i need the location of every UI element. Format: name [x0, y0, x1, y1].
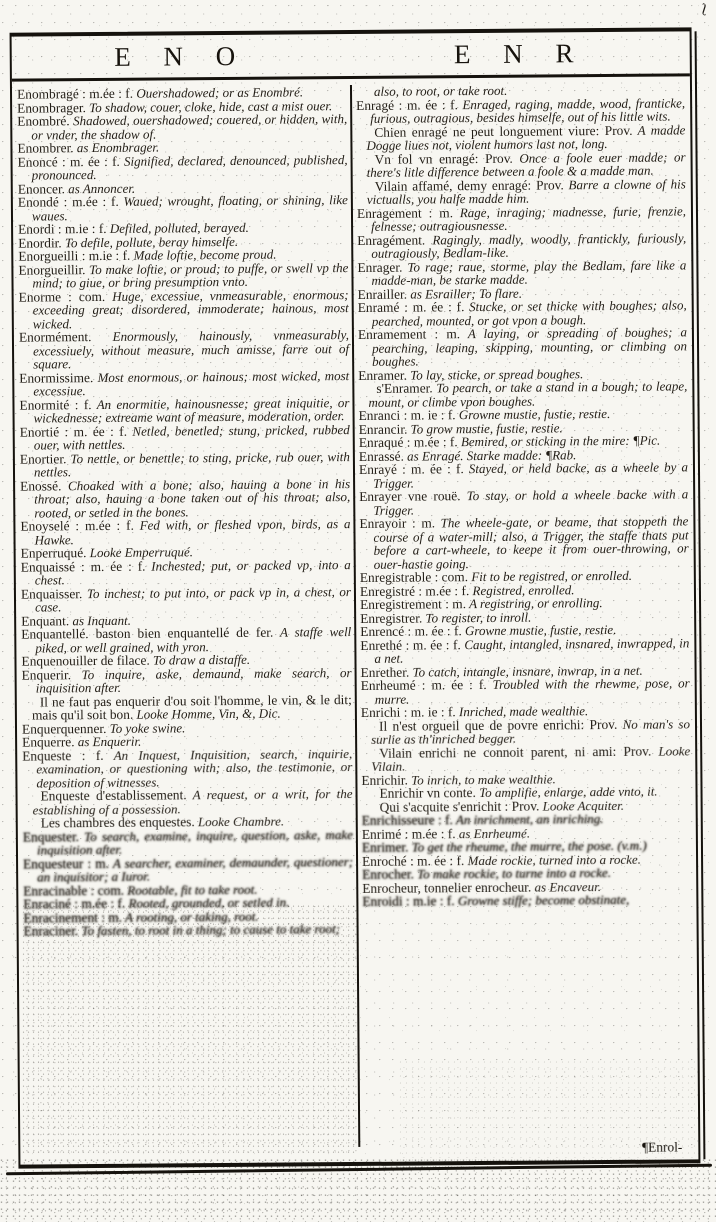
entry-headword: Enquerquenner. — [21, 720, 107, 737]
entry-headword: Enorgueillir. — [18, 261, 86, 278]
entry-headword: Enombré. — [17, 113, 70, 129]
entry-headword: Enragément. — [357, 231, 426, 248]
page-frame — [10, 27, 701, 1168]
entry-headword: Enraqué : m.ée : f. — [358, 434, 458, 450]
dictionary-entry — [357, 177, 686, 207]
entry-definition: Stucke, or set thicke with boughes; also, pearched, mounted, or got vpon a bough. — [371, 297, 687, 329]
dictionary-entry — [357, 204, 686, 234]
entry-definition: To rage; raue, storme, play the Bedlam, fare like a madde-man, be starke madde. — [371, 256, 687, 288]
dictionary-entry — [359, 487, 688, 517]
entry-headword: Enqueste d'establissement. — [40, 787, 187, 804]
entry-headword: Enrichir vn conte. — [379, 785, 476, 801]
entry-headword: Enroidi : m.ie : f. — [362, 893, 455, 909]
entry-definition: To defile, pollute, beray himselfe. — [61, 233, 239, 250]
entry-definition: To fasten, to root in a thing; to cause to take root; — [78, 921, 341, 939]
dictionary-entry — [19, 328, 349, 371]
dictionary-entry — [23, 855, 353, 885]
entry-definition: A request, or a writ, for the establishing of a possession. — [32, 786, 353, 818]
entry-definition: Looke Vilain. — [371, 742, 691, 774]
dictionary-entry — [21, 585, 351, 615]
entry-headword: Enrassé. — [358, 448, 404, 464]
entry-headword: Enombragé : m.ée : f. — [16, 85, 134, 102]
dictionary-entry — [22, 666, 352, 696]
dictionary-entry — [22, 693, 352, 723]
entry-headword: Il ne faut pas enquerir d'ou soit l'homme, le vin, & le dit; mais qu'il soit bon. — [31, 691, 352, 723]
dictionary-entry — [24, 922, 354, 938]
entry-definition: To inchest; to put into, or pack vp in, a chest, or case. — [35, 583, 352, 615]
entry-headword: Enorgueilli : m.ie : f. — [18, 247, 131, 264]
entry-definition: No man's so surlie as th'inriched begger. — [371, 715, 691, 747]
dictionary-entry — [19, 288, 349, 331]
dictionary-entry — [20, 517, 350, 547]
entry-definition: Waued; wrought, floating, or shining, like waues. — [31, 192, 348, 224]
dictionary-entry — [20, 423, 350, 453]
entry-definition: To inrich, to make wealthie. — [407, 770, 556, 788]
entry-definition: Shadowed, ouershadowed; couered, or hidden, with, or vnder, the shadow of. — [31, 111, 348, 143]
entry-headword: Enrichisseure : f. — [361, 812, 453, 828]
entry-headword: Enrancir. — [358, 421, 408, 437]
dictionary-entry — [362, 892, 691, 908]
entry-headword: Enquaisser. — [20, 585, 83, 602]
entry-headword: Enracinement : m. — [23, 909, 123, 926]
entry-headword: Enoncé : m. ée : f. — [17, 153, 120, 170]
dictionary-entry — [356, 96, 685, 126]
entry-definition: as Encaveur. — [531, 878, 602, 895]
dictionary-entry — [361, 744, 690, 774]
dictionary-entry — [22, 787, 352, 817]
entry-headword: Enrayé : m. ée : f. — [358, 461, 464, 477]
entry-definition: Looke Chambre. — [194, 813, 285, 830]
entry-headword: Enquenouiller de filace. — [21, 652, 150, 669]
entry-headword: Enquantellé. baston bien enquantellé de fer. — [21, 624, 274, 642]
entry-headword: Enragement : m. — [356, 204, 454, 221]
entry-headword: Enrheumé : m. ée : f. — [360, 676, 487, 693]
entry-definition: Inchested; put, or packed vp, into a chest. — [34, 556, 351, 588]
entry-headword: Enquant. — [21, 612, 70, 629]
dictionary-entry — [359, 514, 688, 571]
dictionary-entry — [18, 153, 348, 183]
entry-definition: A rooting, or taking, root. — [121, 908, 259, 925]
entry-headword: Enordi : m.ie : f. — [18, 220, 107, 237]
entry-headword: Enragé : m. ée : f. — [356, 96, 458, 113]
dictionary-entry — [19, 369, 349, 399]
entry-definition: Rootable, fit to take root. — [123, 881, 258, 898]
dictionary-entry — [21, 625, 351, 655]
entry-definition: A laying, or spreading of boughes; a pearching, leaping, skipping, mounting, or climbing on boughes. — [371, 324, 688, 369]
entry-headword: Enoncer. — [17, 180, 66, 197]
entry-definition: Most enormous, or hainous; most wicked, most excessiue. — [33, 367, 350, 399]
entry-definition: Ouershadowed; or as Enombré. — [132, 84, 304, 101]
entry-definition: To draw a distaffe. — [149, 651, 251, 668]
entry-definition: To make loftie, or proud; to puffe, or swell vp the mind; to giue, or bring presumption vnto. — [32, 259, 349, 291]
dictionary-entry — [23, 828, 353, 858]
entry-headword: Enrichir. — [361, 772, 408, 788]
entry-definition: Growne mustie, fustie, restie. — [455, 405, 611, 423]
entry-definition: Rooted, grounded, or setled in. — [125, 894, 290, 911]
entry-headword: Enrether. — [360, 664, 410, 680]
entry-definition: To stay, or hold a wheele backe with a Trigger. — [373, 486, 689, 518]
entry-definition: Looke Acquiter. — [539, 797, 625, 814]
entry-headword: Enrailler. — [357, 286, 408, 302]
entry-definition: Looke Homme, Vin, &, Dic. — [133, 705, 281, 722]
entry-definition: Defiled, polluted, berayed. — [106, 219, 249, 236]
entry-headword: Enqueste : f. — [22, 747, 104, 764]
entry-definition: To grow mustie, fustie, restie. — [407, 419, 563, 437]
entry-headword: Enrichi : m. ie : f. — [360, 704, 456, 720]
entry-headword: Il n'est orgueil que de povre enrichi: Prov. — [378, 716, 618, 734]
entry-headword: Enormité : f. — [19, 396, 92, 413]
entry-headword: Enraciné : m.ée : f. — [23, 895, 126, 912]
entry-headword: Enranci : m. ie : f. — [358, 407, 456, 423]
dictionary-entry — [21, 558, 351, 588]
entry-definition: To nettle, or benettle; to sting, pricke, rub ouer, with nettles. — [33, 448, 350, 480]
entry-definition: To shadow, couer, cloke, hide, cast a mist ouer. — [85, 97, 333, 115]
entry-definition: as Enquerir. — [74, 733, 142, 750]
entry-definition: The wheele-gate, or beame, that stoppeth the course of a water-mill; also, a Trigger, the staffe thats put before a cart-wheele, to keepe it from ouer-throwing, or ouer-hastie going. — [373, 513, 689, 572]
entry-headword: Enquaissé : m. ée : f. — [20, 558, 146, 575]
text-block — [12, 78, 698, 1149]
entry-headword: Qui s'acquite s'enrichit : Prov. — [379, 798, 540, 815]
ink-mark: ʅ — [698, 1, 711, 20]
entry-headword: Enraciner. — [23, 923, 79, 939]
dictionary-entry — [359, 460, 688, 490]
entry-definition: An enormitie, hainousnesse; great iniquitie, or wickednesse; extreame want of measure, moderation, order. — [33, 394, 350, 426]
entry-headword: Enombrer. — [17, 140, 74, 156]
dictionary-entry — [20, 477, 350, 520]
entry-definition: To lay, sticke, or spread boughes. — [406, 365, 584, 383]
header-left: E N O — [114, 40, 249, 72]
entry-definition: Once a foole euer madde; or there's litle difference between a foole & a madde man. — [366, 148, 686, 180]
entry-definition: Signified, declared, denounced, published, pronounced. — [31, 151, 348, 183]
entry-headword: Enrayer vne rouë. — [359, 488, 461, 504]
entry-headword: Enregistrable : com. — [359, 569, 469, 585]
entry-headword: Enregistrement : m. — [359, 596, 467, 612]
entry-definition: Bemired, or sticking in the mire: ¶Pic. — [457, 432, 661, 450]
entry-headword: Enregistré : m.ée : f. — [359, 582, 470, 599]
entry-definition: To make rockie, to turne into a rocke. — [413, 864, 612, 882]
entry-definition: Growne stiffe; become obstinate, — [454, 891, 630, 909]
entry-definition: A registring, or enrolling. — [465, 595, 603, 612]
entry-headword: Enrethé : m. ée : f. — [360, 636, 461, 653]
entry-headword: Enortié : m. ée : f. — [19, 423, 128, 440]
entry-definition: A searcher, examiner, demaunder, questioner; an inquisitor; a Iuror. — [37, 853, 354, 885]
entry-definition: Troubled with the rhewme, pose, or murre. — [374, 675, 690, 707]
dictionary-entry — [19, 396, 349, 426]
entry-definition: as Esrailler; To flare. — [407, 285, 523, 302]
entry-definition: To pearch, or take a stand in a bough; to leape, mount, or climbe vpon boughes. — [368, 378, 688, 410]
entry-headword: Vn fol vn enragé: Prov. — [374, 150, 513, 167]
entry-definition: Stayed, or held backe, as a wheele by a Trigger. — [373, 459, 689, 491]
running-header — [12, 31, 690, 78]
dictionary-entry — [18, 261, 348, 291]
dictionary-entry — [357, 258, 686, 288]
entry-headword: Enormément. — [18, 329, 92, 345]
entry-headword: Les chambres des enquestes. — [40, 814, 195, 831]
entry-definition: Netled, benetled; stung, pricked, rubbed ouer, with nettles. — [33, 421, 350, 453]
entry-headword: Enracinable : com. — [23, 882, 125, 899]
entry-definition: as Enrheumé. — [455, 825, 531, 841]
entry-headword: Enrimé : m.ée : f. — [361, 825, 456, 842]
entry-definition: A staffe well piked, or well grained, with yron. — [35, 624, 352, 656]
entry-definition: Caught, intangled, insnared, inwrapped, in a net. — [374, 634, 690, 666]
dictionary-entry — [18, 193, 348, 223]
dictionary-entry — [361, 676, 690, 706]
entry-definition: Inriched, made wealthie. — [455, 703, 589, 720]
entry-definition: A madde Dogge liues not, violent humors last not, long. — [366, 121, 686, 153]
entry-definition: Registred, enrolled. — [469, 581, 575, 598]
dictionary-entry — [360, 636, 689, 666]
entry-definition: as Annoncer. — [64, 180, 136, 196]
entry-headword: Enrayoir : m. — [359, 515, 436, 531]
entry-definition: To catch, intangle, insnare, inwrap, in a net. — [409, 662, 643, 680]
entry-definition: as Enombrager. — [73, 139, 160, 156]
entry-headword: Enquerir. — [21, 666, 72, 683]
entry-headword: Enrocheur, tonnelier enrocheur. — [362, 879, 532, 896]
entry-headword: Enombrager. — [17, 99, 86, 116]
entry-headword: Enramer. — [358, 367, 408, 383]
entry-headword: Enossé. — [20, 477, 62, 494]
entry-definition: Rage, inraging; madnesse, furie, frenzie, felnesse; outragiousnesse. — [371, 202, 687, 234]
catchword: ¶Enrol- — [641, 1139, 683, 1155]
dictionary-entry — [356, 123, 685, 153]
entry-definition: Enraged, raging, madde, wood, franticke, furious, outragious, besides himselfe, out of his little wits. — [370, 94, 686, 126]
entry-headword: Enondé : m.ée : f. — [17, 193, 119, 210]
entry-headword: Enquerre. — [22, 734, 75, 750]
dictionary-entry — [357, 150, 686, 180]
entry-definition: Made loftie, become proud. — [130, 246, 277, 263]
dictionary-entry — [358, 298, 687, 328]
entry-definition: Enormously, hainously, vnmeasurably, excessiuely, without measure, much amisse, farre out of square. — [32, 327, 350, 372]
entry-definition: An inrichment, an inriching. — [452, 811, 604, 828]
entry-definition: Ragingly, madly, woodly, frantickly, furiously, outragiously, Bedlam-like. — [371, 229, 687, 261]
entry-definition: To amplifie, enlarge, adde vnto, it. — [475, 783, 658, 801]
dictionary-entry — [17, 112, 347, 142]
dictionary-entry — [20, 450, 350, 480]
entry-definition: To get the rheume, the murre, the pose. (v.m.) — [408, 837, 647, 855]
entry-headword: Enrimer. — [361, 839, 409, 855]
entry-headword: Enroché : m. ée : f. — [362, 852, 465, 869]
entry-headword: Enregistrer. — [360, 609, 423, 626]
entry-definition: Choaked with a bone; also, hauing a bone in his throat; also, hauing a bone taken out of his throat; also, rooted, or setled in the bones. — [34, 475, 351, 521]
entry-headword: Enperruqué. — [20, 545, 87, 561]
entry-headword: Enordir. — [18, 234, 62, 251]
entry-definition: To register, to inroll. — [422, 609, 532, 625]
entry-headword: Chien enragé ne peut longuement viure: Prov. — [374, 122, 633, 140]
entry-definition: An Inquest, Inquisition, search, inquirie, examination, or questioning with; also, the testimonie, or deposition of witnesses. — [36, 745, 353, 791]
entry-headword: s'Enramer. — [376, 380, 433, 396]
header-right: E N R — [453, 37, 587, 69]
entry-headword: Enramé : m. ée : f. — [357, 299, 465, 315]
entry-definition: as Enragé. Starke madde: ¶Rab. — [403, 446, 577, 464]
entry-definition: To search, examine, inquire, question, aske, make inquisition after. — [36, 826, 353, 858]
entry-headword: Enoyselé : m.ée : f. — [20, 517, 134, 534]
entry-definition: Looke Emperruqué. — [86, 544, 194, 561]
entry-headword: Enrencé : m. ée : f. — [360, 623, 462, 639]
entry-definition: To yoke swine. — [106, 719, 186, 736]
entry-headword: Enramement : m. — [357, 326, 461, 342]
entry-headword: Enortier. — [19, 450, 67, 467]
column-left — [17, 85, 355, 1150]
entry-definition: also, to root, or take root. — [373, 82, 508, 99]
column-right — [356, 82, 693, 1147]
entry-definition: Growne mustie, fustie, restie. — [461, 621, 617, 639]
entry-headword: Enquester. — [22, 828, 80, 845]
dictionary-entry — [357, 231, 686, 261]
entry-headword: Vilain affamé, demy enragé: Prov. — [374, 176, 564, 194]
entry-headword: Enorme : com. — [18, 288, 106, 305]
dictionary-entry — [358, 379, 687, 409]
dictionary-entry — [361, 717, 690, 747]
entry-headword: Enrager. — [357, 259, 403, 275]
entry-headword: Enquesteur : m. — [23, 855, 110, 872]
entry-headword: Enormissime. — [19, 369, 94, 386]
entry-definition: Barre a clowne of his victualls, you halfe madde him. — [366, 175, 686, 207]
entry-definition: Fit to be registred, or enrolled. — [467, 567, 633, 585]
entry-definition: as Inquant. — [69, 612, 131, 628]
dictionary-entry — [358, 325, 687, 368]
entry-headword: Vilain enrichi ne connoit parent, ni ami: Prov. — [379, 743, 652, 761]
dictionary-entry — [22, 747, 352, 790]
entry-definition: Fed with, or fleshed vpon, birds, as a Hawke. — [34, 516, 351, 548]
entry-definition: Made rockie, turned into a rocke. — [464, 851, 642, 868]
entry-definition: Huge, excessiue, vnmeasurable, enormous; exceeding great; disordered, immoderate; hainous, most wicked. — [32, 286, 349, 332]
entry-headword: Enrocher. — [362, 866, 414, 882]
entry-definition: To inquire, aske, demaund, make search, or inquisition after. — [35, 664, 352, 696]
